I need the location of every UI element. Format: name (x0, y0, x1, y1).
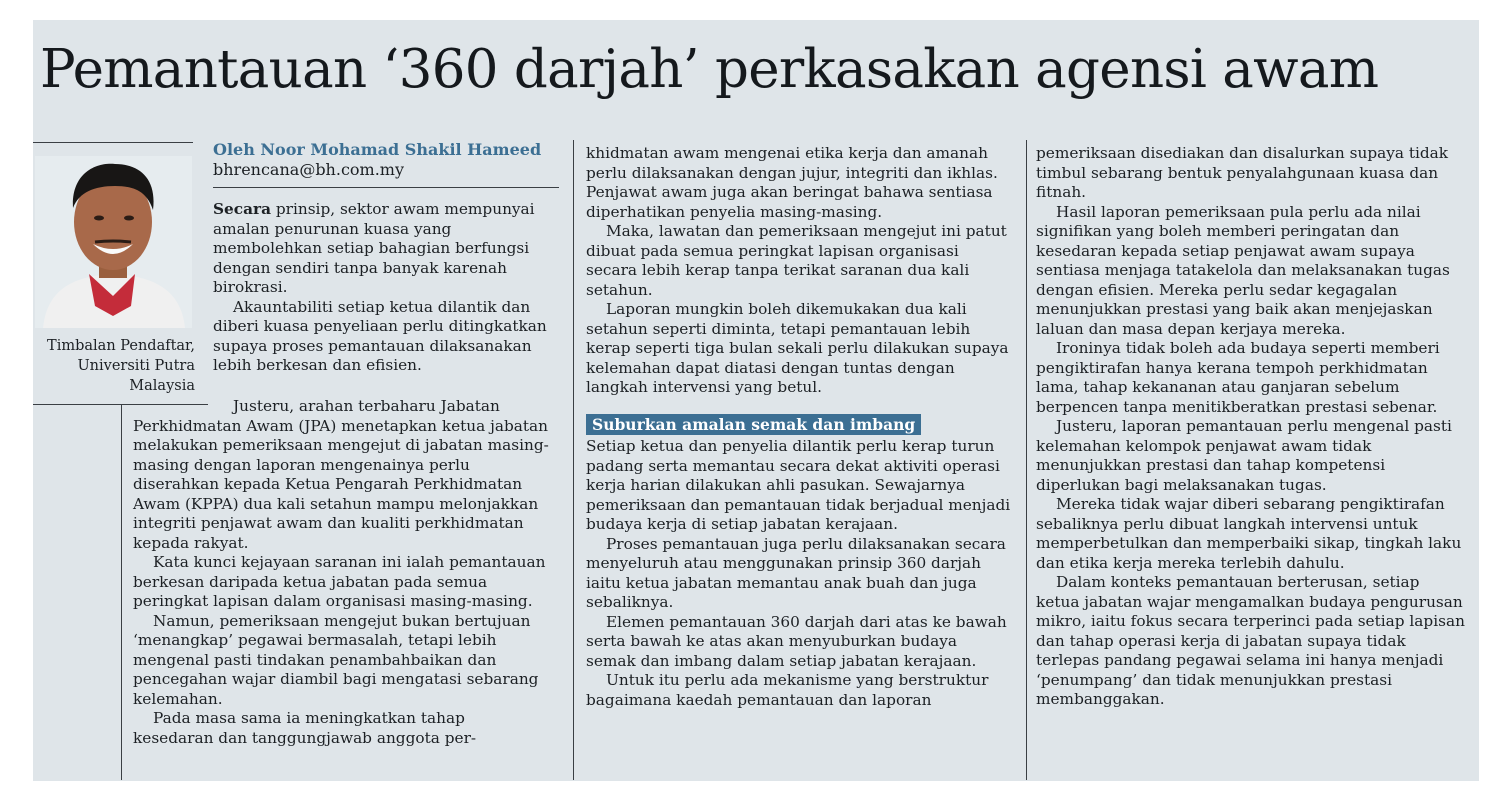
rule-col1b-left (121, 404, 122, 780)
rule-byline-bottom (213, 187, 559, 188)
lead-word: Secara (213, 200, 271, 218)
caption-line: Malaysia (129, 378, 195, 394)
paragraph: Namun, pemeriksaan mengejut bukan bertujuan ‘menangkap’ pegawai bermasalah, tetapi lebih mengenal pasti tindakan penambahbaikan dan pencegahan wajar diambil bagi mengatasi sebarang kelemahan. (133, 611, 539, 708)
rule-col-divider-1 (573, 140, 574, 780)
column-1 (213, 200, 548, 376)
rule-col-divider-2 (1026, 140, 1027, 780)
paragraph: Elemen pemantauan 360 darjah dari atas ke bawah serta bawah ke atas akan menyuburkan budaya semak dan imbang dalam setiap jabatan kerajaan. (586, 612, 1007, 670)
author-photo (35, 156, 192, 328)
paragraph: Proses pemantauan juga perlu dilaksanakan secara menyeluruh atau menggunakan prinsip 360 darjah iaitu ketua jabatan memantau anak buah dan juga sebaliknya. (586, 534, 1006, 611)
column-1-lower (133, 397, 549, 748)
paragraph: Laporan mungkin boleh dikemukakan dua kali setahun seperti diminta, tetapi pemantauan lebih kerap seperti tiga bulan sekali perlu dilakukan supaya kelemahan dapat diatasi dengan tuntas dengan langkah intervensi yang betul. (586, 300, 1009, 396)
caption-line: Timbalan Pendaftar, (47, 338, 195, 354)
byline-email: bhrencana@bh.com.my (213, 160, 405, 179)
paragraph: Kata kunci kejayaan saranan ini ialah pemantauan berkesan daripada ketua jabatan pada semua peringkat lapisan dalam organisasi masing-masing. (133, 553, 546, 610)
intro-text: prinsip, sektor awam mempunyai amalan penurunan kuasa yang membolehkan setiap bahagian berfungsi dengan sendiri tanpa banyak karenah birokrasi. (213, 200, 535, 296)
byline-name: Oleh Noor Mohamad Shakil Hameed (213, 140, 542, 159)
paragraph: Pada masa sama ia meningkatkan tahap kesedaran dan tanggungjawab anggota per- (133, 709, 477, 747)
paragraph: Untuk itu perlu ada mekanisme yang berstruktur bagaimana kaedah pemantauan dan laporan (586, 671, 989, 709)
paragraph: Akauntabiliti setiap ketua dilantik dan diberi kuasa penyeliaan perlu ditingkatkan supaya proses pemantauan dilaksanakan lebih berkesan dan efisien. (213, 297, 547, 374)
intro-paragraph (213, 200, 548, 298)
caption-line: Universiti Putra (77, 358, 195, 374)
column-2 (586, 144, 1011, 710)
subheading-wrapper (586, 414, 1011, 436)
paragraph: Maka, lawatan dan pemeriksaan mengejut ini patut dibuat pada semua peringkat lapisan organisasi secara lebih kerap tanpa terikat saranan dua kali setahun. (586, 222, 1007, 299)
column-3 (1036, 144, 1466, 710)
paragraph: pemeriksaan disediakan dan disalurkan supaya tidak timbul sebarang bentuk penyalahgunaan kuasa dan fitnah. (1036, 144, 1449, 201)
byline (213, 140, 541, 180)
paragraph: Hasil laporan pemeriksaan pula perlu ada nilai signifikan yang boleh memberi peringatan dan kesedaran kepada setiap penjawat awam supaya sentiasa menjaga tatakelola dan melaksanakan tugas dengan efisien. Mereka perlu sedar kegagalan menunjukkan prestasi yang baik akan menjejaskan laluan dan masa depan kerjaya mereka. (1036, 202, 1450, 338)
paragraph: Justeru, arahan terbaharu Jabatan Perkhidmatan Awam (JPA) menetapkan ketua jabatan melakukan pemeriksaan mengejut di jabatan masing-masing dengan laporan mengenainya perlu diserahkan kepada Ketua Pengarah Perkhidmatan Awam (KPPA) dua kali setahun mampu melonjakkan integriti penjawat awam dan kualiti perkhidmatan kepada rakyat. (133, 397, 549, 552)
paragraph: Justeru, laporan pemantauan perlu mengenal pasti kelemahan kelompok penjawat awam tidak menunjukkan prestasi dan tahap kompetensi diperlukan bagi melaksanakan tugas. (1036, 417, 1452, 494)
paragraph: Ironinya tidak boleh ada budaya seperti memberi pengiktirafan hanya kerana tempoh perkhidmatan lama, tahap kekananan atau ganjaran sebelum berpencen tanpa menitikberatkan prestasi sebenar. (1036, 339, 1440, 416)
rule-left-top (33, 142, 193, 143)
subheading: Suburkan amalan semak dan imbang (586, 414, 921, 435)
paragraph: Dalam konteks pemantauan berterusan, setiap ketua jabatan wajar mengamalkan budaya pengurusan mikro, iaitu fokus secara terperinci pada setiap lapisan dan tahap operasi kerja di jabatan supaya tidak terlepas pandang pegawai selama ini hanya menjadi ‘penumpang’ dan tidak menunjukkan prestasi membanggakan. (1036, 573, 1465, 708)
headline: Pemantauan ‘360 darjah’ perkasakan agensi awam (40, 39, 1379, 100)
author-caption (35, 336, 195, 396)
paragraph: Mereka tidak wajar diberi sebarang pengiktirafan sebaliknya perlu dibuat langkah intervensi untuk memperbetulkan dan memperbaiki sikap, tingkah laku dan etika kerja mereka terlebih dahulu. (1036, 495, 1462, 572)
paragraph: khidmatan awam mengenai etika kerja dan amanah perlu dilaksanakan dengan jujur, integriti dan ikhlas. Penjawat awam juga akan beringat bahawa sentiasa diperhatikan penyelia masing-masing. (586, 144, 998, 221)
newspaper-page (33, 20, 1479, 781)
paragraph: Setiap ketua dan penyelia dilantik perlu kerap turun padang serta memantau secara dekat aktiviti operasi kerja harian dilakukan ahli pasukan. Sewajarnya pemeriksaan dan pemantauan tidak berjadual menjadi budaya kerja di setiap jabatan kerajaan. (586, 437, 1011, 533)
